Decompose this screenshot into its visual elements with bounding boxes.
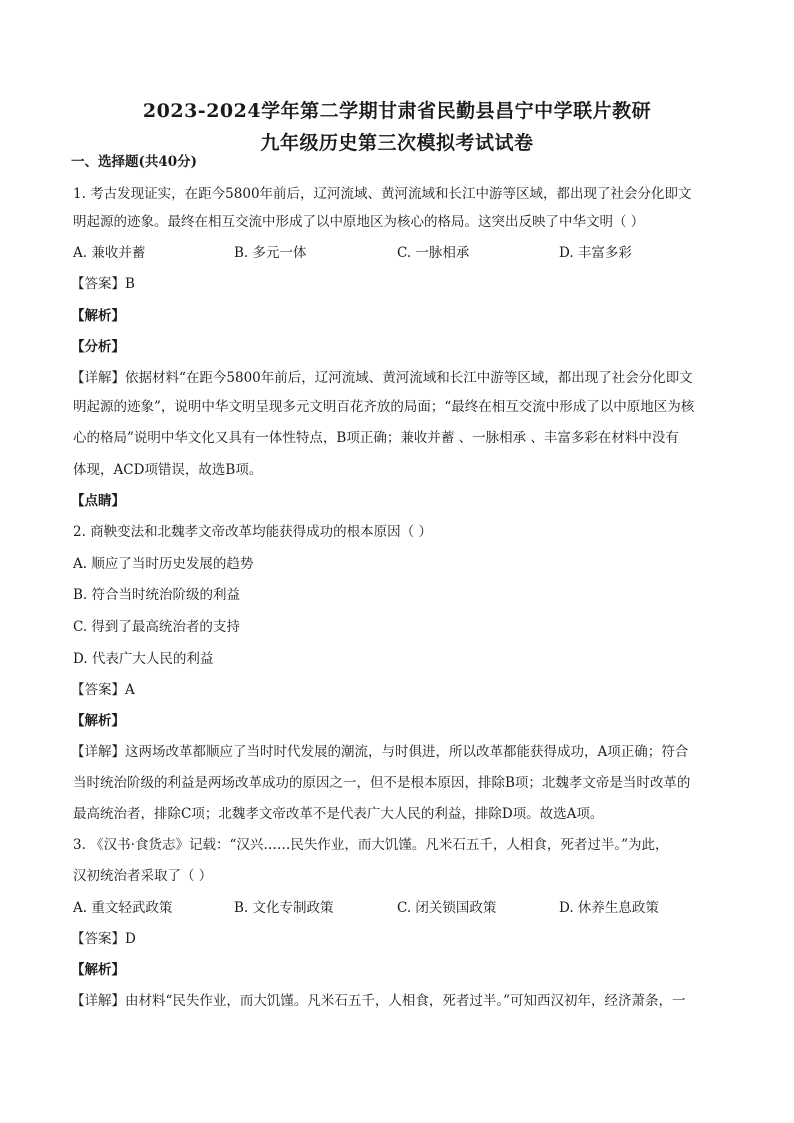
q1-option-d: D. 丰富多彩 [559,245,632,261]
q1-stem-line2: 明起源的迹象。最终在相互交流中形成了以中原地区为核心的格局。这突出反映了中华文明（ ） [73,214,645,230]
q1-fenxi-label: 【分析】 [71,339,125,355]
q2-analysis-label: 【解析】 [71,713,125,729]
q2-option-c: C. 得到了最高统治者的支持 [73,619,240,635]
q2-option-b: B. 符合当时统治阶级的利益 [73,587,241,603]
q2-option-a: A. 顺应了当时历史发展的趋势 [73,556,254,572]
q2-answer: 【答案】A [71,682,135,698]
q1-detail-line3: 心的格局”说明中华文化又具有一体性特点，B项正确；兼收并蓄 、一脉相承 、丰富多彩在材料中没有 [73,430,679,446]
q1-option-a: A. 兼收并蓄 [73,245,146,261]
q1-detail-line4: 体现，ACD项错误，故选B项。 [73,462,263,478]
q1-dianjing-label: 【点睛】 [71,493,125,509]
q3-option-b: B. 文化专制政策 [234,900,334,916]
section-heading: 一、选择题(共40分) [71,154,198,170]
q3-option-d: D. 休养生息政策 [559,900,659,916]
q2-option-d: D. 代表广大人民的利益 [73,651,214,667]
q3-option-c: C. 闭关锁国政策 [397,900,497,916]
q3-answer: 【答案】D [71,931,136,947]
q3-stem-line2: 汉初统治者采取了（ ） [73,868,213,884]
q2-stem: 2. 商鞅变法和北魏孝文帝改革均能获得成功的根本原因（ ） [73,524,432,540]
q1-option-b: B. 多元一体 [234,245,307,261]
q3-option-a: A. 重文轻武政策 [73,900,173,916]
q3-analysis-label: 【解析】 [71,962,125,978]
q3-detail-line1: 【详解】由材料“民失作业，而大饥馑。凡米石五千，人相食，死者过半。”可知西汉初年，经济萧条，一 [71,993,686,1009]
q2-detail-line1: 【详解】这两场改革都顺应了当时时代发展的潮流，与时俱进，所以改革都能获得成功，A项正确；符合 [71,744,689,760]
q1-detail-line1: 【详解】依据材料“在距今5800年前后，辽河流域、黄河流域和长江中游等区域，都出现了社会分化即文 [71,370,693,386]
q2-detail-line3: 最高统治者，排除C项；北魏孝文帝改革不是代表广大人民的利益，排除D项。故选A项。 [73,806,604,822]
q1-stem-line1: 1. 考古发现证实，在距今5800年前后，辽河流域、黄河流域和长江中游等区域，都出现了社会分化即文 [73,186,692,202]
q2-detail-line2: 当时统治阶级的利益是两场改革成功的原因之一，但不是根本原因，排除B项；北魏孝文帝是当时改革的 [73,775,691,791]
q3-stem-line1: 3. 《汉书·食货志》记载：“汉兴……民失作业，而大饥馑。凡米石五千，人相食，死者过半。”为此， [73,837,669,853]
q1-option-c: C. 一脉相承 [397,245,470,261]
q1-detail-line2: 明起源的迹象”，说明中华文明呈现多元文明百花齐放的局面；“最终在相互交流中形成了以中原地区为核 [73,399,695,415]
q1-answer: 【答案】B [71,276,135,292]
exam-title-line1: 2023-2024学年第二学期甘肃省民勤县昌宁中学联片教研 [142,100,652,122]
q1-analysis-label: 【解析】 [71,308,125,324]
exam-title-line2: 九年级历史第三次模拟考试试卷 [260,132,534,154]
